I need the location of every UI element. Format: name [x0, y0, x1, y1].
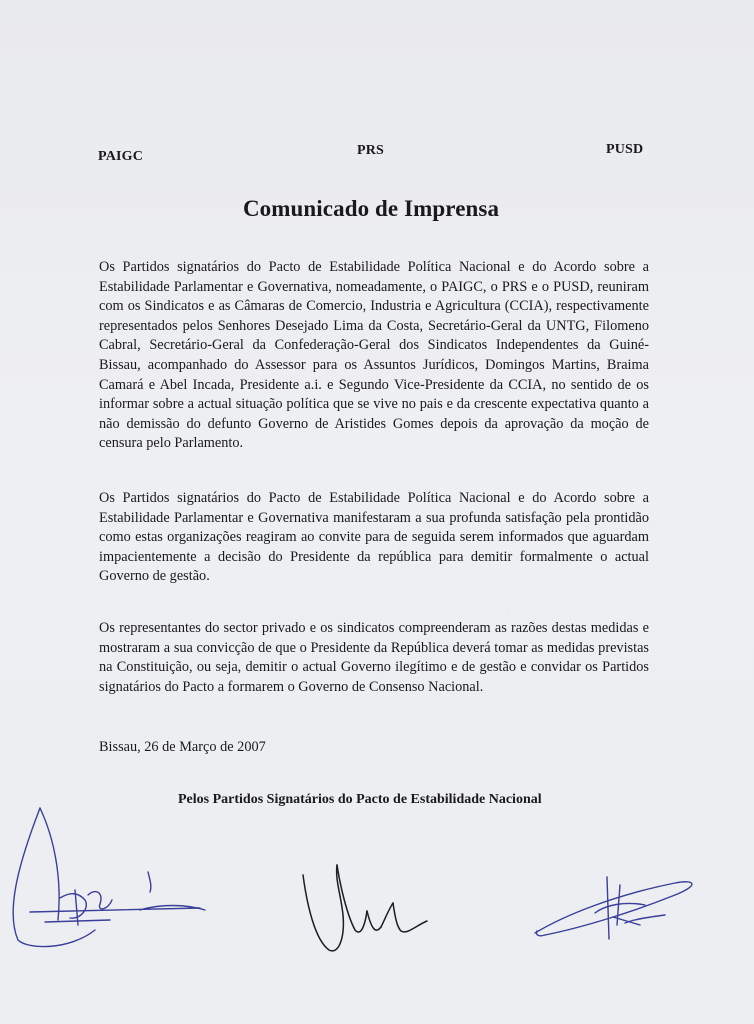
signature-1	[0, 800, 220, 960]
signatories-heading: Pelos Partidos Signatários do Pacto de Estabilidade Nacional	[178, 792, 542, 807]
paragraph-1: Os Partidos signatários do Pacto de Estabilidade Política Nacional e do Acordo sobre a Estabilidade Parlamentar e Governativa, nomeadamente, o PAIGC, o PRS e o PUSD, reuniram com os Sindicatos e as Câmaras de Comercio, Industria e Agricultura (CCIA), respectivamente representados pelos Senhores Desejado Lima da Costa, Secretário-Geral da UNTG, Filomeno Cabral, Secretário-Geral da Confederação-Geral dos Sindicatos Independentes da Guiné-Bissau, acompanhado do Assessor para os Assuntos Jurídicos, Domingos Martins, Braima Camará e Abel Incada, Presidente a.i. e Segundo Vice-Presidente da CCIA, no sentido de os informar sobre a actual situação política que se vive no pais e da crescente expectativa quanto a não demissão do defunto Governo de Aristides Gomes depois da aprovação da moção de censura pelo Parlamento.	[99, 259, 649, 452]
party-label-prs: PRS	[357, 143, 385, 158]
signature-3	[525, 865, 715, 955]
document-title: Comunicado de Imprensa	[242, 196, 500, 221]
party-label-paigc: PAIGC	[98, 149, 144, 164]
date-line: Bissau, 26 de Março de 2007	[99, 739, 266, 755]
paragraph-2: Os Partidos signatários do Pacto de Estabilidade Política Nacional e do Acordo sobre a Estabilidade Parlamentar e Governativa manifestaram a sua profunda satisfação pela prontidão como estas organizações reagiram ao convite para de seguida serem informados que aguardam impacientemente a decisão do Presidente da república para demitir formalmente o actual Governo de gestão.	[99, 490, 649, 585]
paragraph-3: Os representantes do sector privado e os sindicatos compreenderam as razões destas medidas e mostraram a sua convicção de que o Presidente da República deverá tomar as medidas previstas na Constituição, ou seja, demitir o actual Governo ilegítimo e de gestão e convidar os Partidos signatários do Pacto a formarem o Governo de Consenso Nacional.	[99, 620, 649, 695]
party-label-pusd: PUSD	[606, 142, 644, 157]
signature-2	[295, 845, 445, 965]
